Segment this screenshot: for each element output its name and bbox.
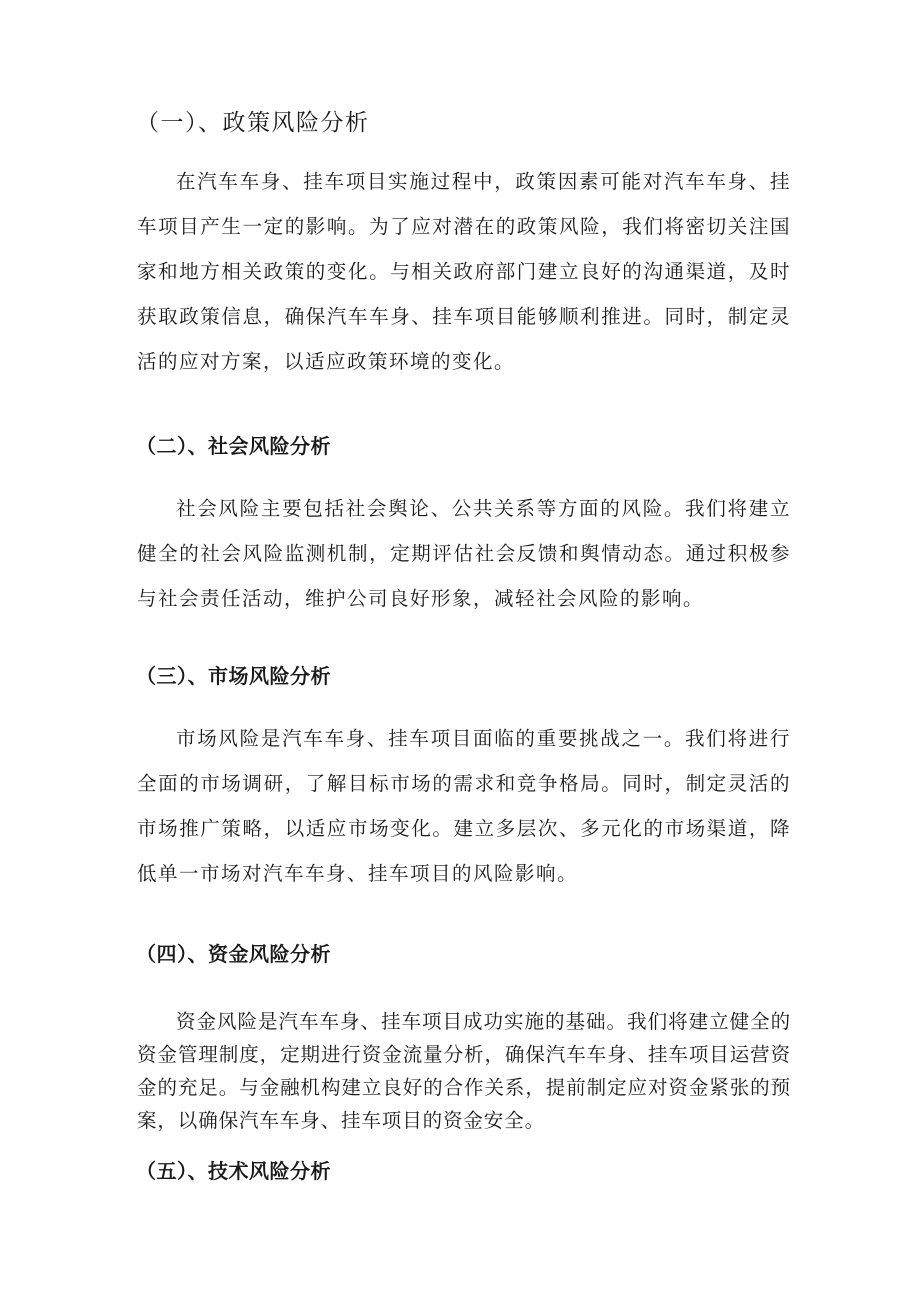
section-heading-policy-risk: （一）、政策风险分析	[136, 110, 370, 136]
section-heading-social-risk: （二）、社会风险分析	[136, 434, 331, 458]
section-paragraph-policy-risk: 在汽车车身、挂车项目实施过程中，政策因素可能对汽车车身、挂车项目产生一定的影响。为了应对潜在的政策风险，我们将密切关注国家和地方相关政策的变化。与相关政府部门建立良好的沟通渠道，及时获取政策信息，确保汽车车身、挂车项目能够顺利推进。同时，制定灵活的应对方案，以适应政策环境的变化。	[137, 170, 791, 373]
section-paragraph-market-risk: 市场风险是汽车车身、挂车项目面临的重要挑战之一。我们将进行全面的市场调研，了解目标市场的需求和竞争格局。同时，制定灵活的市场推广策略，以适应市场变化。建立多层次、多元化的市场渠道，降低单一市场对汽车车身、挂车项目的风险影响。	[137, 727, 791, 885]
section-heading-funding-risk: （四）、资金风险分析	[136, 942, 331, 966]
section-heading-market-risk: （三）、市场风险分析	[136, 664, 331, 688]
section-paragraph-social-risk: 社会风险主要包括社会舆论、公共关系等方面的风险。我们将建立健全的社会风险监测机制，定期评估社会反馈和舆情动态。通过积极参与社会责任活动，维护公司良好形象，减轻社会风险的影响。	[137, 497, 791, 610]
section-paragraph-funding-risk: 资金风险是汽车车身、挂车项目成功实施的基础。我们将建立健全的资金管理制度，定期进行资金流量分析，确保汽车车身、挂车项目运营资金的充足。与金融机构建立良好的合作关系，提前制定应对资金紧张的预案，以确保汽车车身、挂车项目的资金安全。	[137, 1010, 791, 1132]
section-heading-technology-risk: （五）、技术风险分析	[136, 1159, 331, 1183]
